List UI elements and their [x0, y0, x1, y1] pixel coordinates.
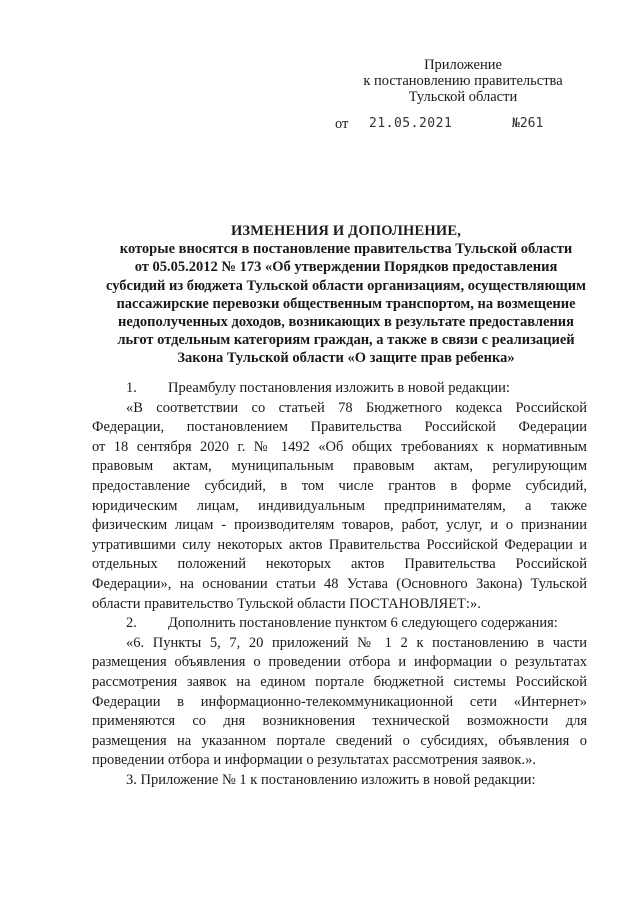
title-line: пассажирские перевозки общественным транспортом, на возмещение — [116, 295, 576, 312]
item-2-line: проведении отбора и информации о результатах рассмотрения заявок.». — [92, 752, 536, 769]
title-line: которые вносятся в постановление правительства Тульской области — [119, 241, 573, 258]
document-header — [348, 57, 578, 105]
item-2-line: рассмотрения заявок на едином портале бюджетной системы Российской — [92, 673, 587, 690]
title-line: Закона Тульской области «О защите прав ребенка» — [177, 350, 515, 367]
item-1-number: 1. — [126, 380, 137, 396]
item-2-line: «6. Пункты 5, 7, 20 приложений № 1 2 к постановлению в части — [126, 634, 587, 651]
preamble-line: «В соответствии со статьей 78 Бюджетного кодекса Российской — [126, 399, 587, 416]
document-title — [86, 222, 606, 368]
preamble-line: юридическим лицам, индивидуальным предпринимателям, а также — [92, 497, 587, 514]
preamble-line: от 18 сентября 2020 г. № 1492 «Об общих требованиях к нормативным — [92, 438, 587, 455]
item-2-line: Федерации в информационно-телекоммуникационной сети «Интернет» — [92, 693, 587, 710]
title-line: льгот отдельным категориям граждан, а также в связи с реализацией — [117, 332, 575, 349]
item-2 — [92, 614, 587, 634]
title-line: недополученных доходов, возникающих в результате предоставления — [118, 314, 574, 331]
document-body — [92, 379, 587, 790]
item-3: 3. Приложение № 1 к постановлению изложить в новой редакции: — [126, 771, 536, 788]
preamble-line: предоставление субсидий, в том числе грантов в форме субсидий, — [92, 477, 587, 494]
preamble-line: физическим лицам - производителям товаров, работ, услуг, и о признании — [92, 517, 587, 534]
header-region: Тульской области — [408, 89, 518, 105]
preamble-line: правовым актам, муниципальным правовым актам, регулирующим — [92, 458, 587, 475]
title-line: от 05.05.2012 № 173 «Об утверждении Порядков предоставления — [134, 259, 558, 276]
item-1 — [92, 379, 587, 399]
item-2-line: размещения на указанном портале сведений о субсидиях, объявления о — [92, 732, 587, 749]
item-2-text: Дополнить постановление пунктом 6 следующего содержания: — [168, 615, 558, 632]
item-2-line: применяются со дня возникновения технической возможности для — [92, 713, 587, 730]
preamble-line: Федерации, постановлением Правительства Российской Федерации — [92, 419, 587, 436]
document-number: №261 — [512, 116, 544, 131]
title-main: ИЗМЕНЕНИЯ И ДОПОЛНЕНИЕ, — [230, 223, 462, 239]
preamble-line: утратившими силу некоторых актов Правительства Российской Федерации и — [92, 536, 587, 553]
date-number-line — [335, 116, 575, 134]
item-2-line: размещения объявления о проведении отбора и информации о результатах — [92, 654, 587, 671]
header-resolution-ref: к постановлению правительства — [363, 73, 563, 89]
item-2-number: 2. — [126, 615, 137, 632]
header-appendix-label: Приложение — [424, 57, 502, 73]
date-prefix: от — [335, 116, 349, 132]
preamble-line: области правительство Тульской области ПОСТАНОВЛЯЕТ:». — [92, 595, 481, 612]
preamble-line: отдельных положений некоторых актов Правительства Российской — [92, 556, 587, 573]
title-line: субсидий из бюджета Тульской области организациям, осуществляющим — [105, 277, 587, 294]
preamble-line: Федерации», на основании статьи 48 Устава (Основного Закона) Тульской — [92, 575, 587, 592]
document-date: 21.05.2021 — [369, 116, 453, 131]
item-1-text: Преамбулу постановления изложить в новой редакции: — [168, 380, 510, 396]
